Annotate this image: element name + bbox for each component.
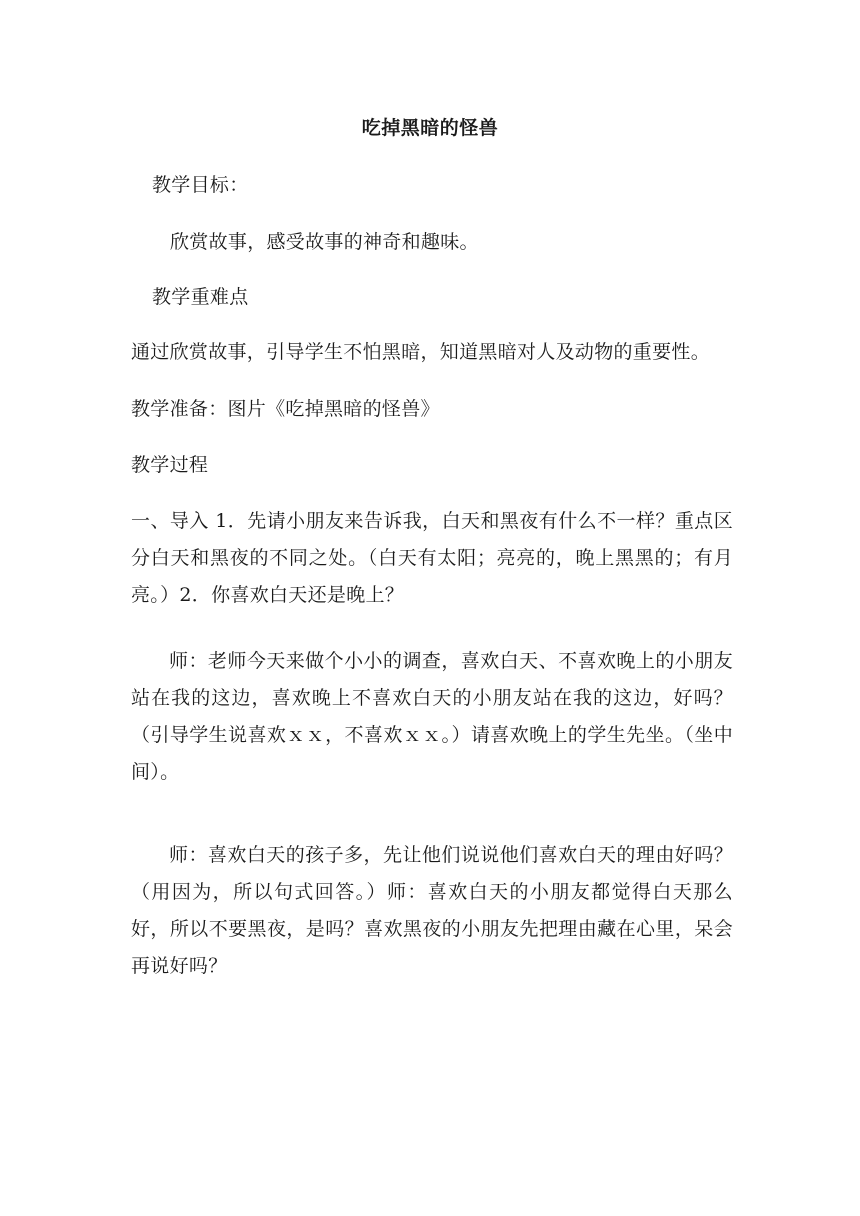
preparation-text: 教学准备：图片《吃掉黑暗的怪兽》 bbox=[131, 398, 440, 420]
process-heading: 教学过程 bbox=[131, 454, 209, 476]
document-title: 吃掉黑暗的怪兽 bbox=[361, 117, 499, 139]
goal-heading: 教学目标： bbox=[152, 174, 249, 196]
key-points-text: 通过欣赏故事，引导学生不怕黑暗，知道黑暗对人及动物的重要性。 bbox=[131, 341, 711, 363]
intro-paragraph: 一、导入 1．先请小朋友来告诉我，白天和黑夜有什么不一样？重点区分白天和黑夜的不同之处。（白天有太阳；亮亮的，晚上黑黑的；有月亮。）2．你喜欢白天还是晚上？ bbox=[131, 510, 733, 606]
teacher-survey-paragraph: 师：老师今天来做个小小的调查，喜欢白天、不喜欢晚上的小朋友站在我的这边，喜欢晚上不喜欢白天的小朋友站在我的这边，好吗？（引导学生说喜欢ｘｘ，不喜欢ｘｘ。）请喜欢晚上的学生先坐。（坐中间）。 bbox=[131, 650, 733, 783]
teacher-reason-paragraph: 师：喜欢白天的孩子多，先让他们说说他们喜欢白天的理由好吗？（用因为，所以句式回答。）师：喜欢白天的小朋友都觉得白天那么好，所以不要黑夜，是吗？喜欢黑夜的小朋友先把理由藏在心里，呆会再说好吗？ bbox=[131, 844, 733, 977]
key-points-heading: 教学重难点 bbox=[152, 286, 249, 308]
goal-text: 欣赏故事，感受故事的神奇和趣味。 bbox=[170, 231, 479, 253]
